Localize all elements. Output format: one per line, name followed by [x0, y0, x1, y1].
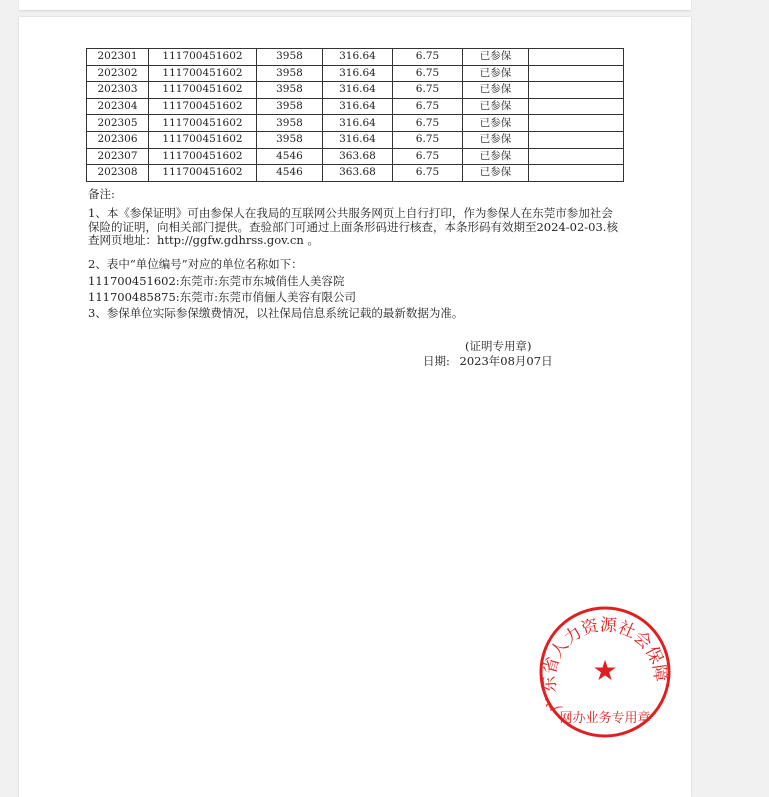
- table-cell-period: 202301: [87, 49, 149, 66]
- table-cell-rate: 6.75: [393, 131, 463, 148]
- table-cell-extra: [529, 82, 624, 99]
- table-cell-rate: 6.75: [393, 148, 463, 165]
- table-cell-status: 已参保: [463, 115, 529, 132]
- table-row: [87, 165, 624, 182]
- document-page: [19, 17, 691, 797]
- table-cell-rate: 6.75: [393, 165, 463, 182]
- table-cell-period: 202305: [87, 115, 149, 132]
- table-cell-amount: 316.64: [323, 98, 393, 115]
- table-cell-amount: 316.64: [323, 49, 393, 66]
- table-cell-period: 202304: [87, 98, 149, 115]
- date-label: 日期:: [423, 354, 450, 368]
- table-cell-extra: [529, 165, 624, 182]
- table-cell-unit-no: 111700451602: [149, 148, 257, 165]
- official-seal-stamp: [537, 604, 673, 740]
- table-cell-unit-no: 111700451602: [149, 115, 257, 132]
- unit-name-line: 111700451602:东莞市:东莞市东城俏佳人美容院: [88, 274, 345, 288]
- table-cell-rate: 6.75: [393, 98, 463, 115]
- unit-name-line: 111700485875:东莞市:东莞市俏俪人美容有限公司: [88, 290, 357, 304]
- table-cell-period: 202302: [87, 65, 149, 82]
- table-cell-rate: 6.75: [393, 49, 463, 66]
- note-item-1: 1、本《参保证明》可由参保人在我局的互联网公共服务网页上自行打印，作为参保人在东莞市参加社会保险的证明，向相关部门提供。查验部门可通过上面条形码进行核查，本条形码有效期至2024-02-03.核查网页地址：http://ggfw.gdhrss.gov.cn 。: [88, 206, 618, 247]
- table-cell-rate: 6.75: [393, 82, 463, 99]
- table-cell-status: 已参保: [463, 131, 529, 148]
- table-cell-extra: [529, 115, 624, 132]
- table-cell-base: 4546: [257, 165, 323, 182]
- table-cell-amount: 363.68: [323, 165, 393, 182]
- table-cell-status: 已参保: [463, 65, 529, 82]
- table-row: [87, 131, 624, 148]
- previous-page: [19, 0, 691, 10]
- table-cell-unit-no: 111700451602: [149, 165, 257, 182]
- table-cell-extra: [529, 49, 624, 66]
- certificate-chop-label: (证明专用章): [465, 339, 532, 353]
- table-cell-status: 已参保: [463, 49, 529, 66]
- table-cell-status: 已参保: [463, 165, 529, 182]
- table-cell-amount: 316.64: [323, 82, 393, 99]
- table-cell-rate: 6.75: [393, 115, 463, 132]
- table-cell-base: 4546: [257, 148, 323, 165]
- date-value: 2023年08月07日: [459, 354, 553, 368]
- table-cell-amount: 316.64: [323, 115, 393, 132]
- table-cell-base: 3958: [257, 131, 323, 148]
- table-row: [87, 98, 624, 115]
- seal-outer-text: 广东省人力资源社会保障: [539, 615, 671, 715]
- table-cell-unit-no: 111700451602: [149, 98, 257, 115]
- table-cell-unit-no: 111700451602: [149, 49, 257, 66]
- table-cell-extra: [529, 65, 624, 82]
- table-row: [87, 115, 624, 132]
- seal-inner-text: 网办业务专用章: [559, 711, 651, 726]
- table-cell-status: 已参保: [463, 98, 529, 115]
- table-cell-base: 3958: [257, 82, 323, 99]
- seal-star-icon: ★: [592, 654, 618, 687]
- table-cell-extra: [529, 148, 624, 165]
- table-cell-unit-no: 111700451602: [149, 82, 257, 99]
- table-cell-extra: [529, 98, 624, 115]
- table-cell-period: 202307: [87, 148, 149, 165]
- table-row: [87, 49, 624, 66]
- table-row: [87, 148, 624, 165]
- table-cell-extra: [529, 131, 624, 148]
- table-cell-amount: 316.64: [323, 65, 393, 82]
- table-row: [87, 82, 624, 99]
- table-cell-period: 202303: [87, 82, 149, 99]
- table-cell-amount: 316.64: [323, 131, 393, 148]
- table-cell-rate: 6.75: [393, 65, 463, 82]
- table-cell-status: 已参保: [463, 82, 529, 99]
- issue-date: [423, 353, 553, 369]
- table-cell-base: 3958: [257, 49, 323, 66]
- table-cell-base: 3958: [257, 65, 323, 82]
- table-cell-amount: 363.68: [323, 148, 393, 165]
- table-cell-unit-no: 111700451602: [149, 65, 257, 82]
- table-cell-period: 202308: [87, 165, 149, 182]
- table-cell-base: 3958: [257, 115, 323, 132]
- note-item-2: 2、表中“单位编号”对应的单位名称如下：: [88, 257, 303, 271]
- table-cell-base: 3958: [257, 98, 323, 115]
- table-cell-status: 已参保: [463, 148, 529, 165]
- table-row: [87, 65, 624, 82]
- table-cell-unit-no: 111700451602: [149, 131, 257, 148]
- note-item-3: 3、参保单位实际参保缴费情况，以社保局信息系统记载的最新数据为准。: [88, 306, 464, 320]
- notes-label: 备注:: [88, 187, 115, 201]
- table-cell-period: 202306: [87, 131, 149, 148]
- insurance-records-table: [86, 48, 624, 182]
